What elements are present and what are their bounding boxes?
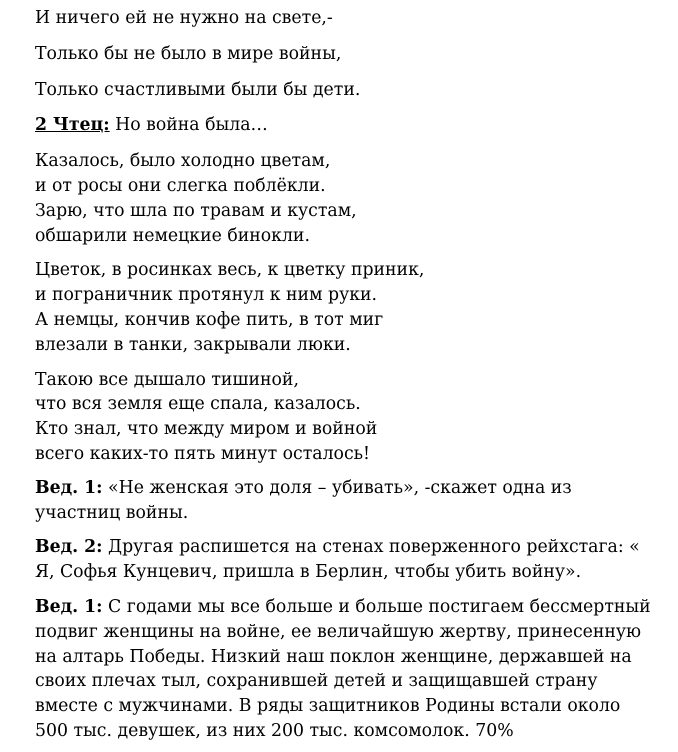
poem-line: Такою все дышало тишиной, bbox=[35, 369, 299, 390]
paragraph-line bbox=[35, 595, 675, 620]
paragraph-text: Другая распишется на стенах поверженного рейхстага: « bbox=[102, 537, 640, 558]
poem-line: влезали в танки, закрывали люки. bbox=[35, 334, 351, 355]
poem-line: Кто знал, что между миром и войной bbox=[35, 419, 378, 440]
host-1-paragraph bbox=[35, 595, 675, 744]
paragraph-line: участниц войны. bbox=[35, 502, 189, 523]
poem-stanza bbox=[35, 368, 675, 467]
poem-line: всего каких-то пять минут осталось! bbox=[35, 443, 370, 464]
paragraph-line: Я, Софья Кунцевич, пришла в Берлин, чтобы убить войну». bbox=[35, 562, 582, 583]
paragraph-text: Но война была… bbox=[109, 115, 268, 136]
host-1-paragraph bbox=[35, 476, 675, 526]
poem-line: что вся земля еще спала, казалось. bbox=[35, 394, 361, 415]
paragraph-text: С годами мы все больше и больше постигаем бессмертный bbox=[102, 596, 651, 617]
paragraph-line bbox=[35, 476, 675, 501]
paragraph-line: вместе с мужчинами. В ряды защитников Родины встали около bbox=[35, 696, 621, 717]
paragraph-text: «Не женская это доля – убивать», -скажет одна из bbox=[102, 477, 572, 498]
host-2-paragraph bbox=[35, 535, 675, 585]
document-page bbox=[35, 0, 675, 744]
poem-line: и пограничник протянул к ним руки. bbox=[35, 285, 378, 306]
speaker-label: Вед. 1: bbox=[35, 477, 103, 498]
intro-line: Только бы не было в мире войны, bbox=[35, 43, 342, 64]
poem-line: Казалось, было холодно цветам, bbox=[35, 151, 331, 172]
speaker-label: Вед. 2: bbox=[35, 537, 103, 558]
poem-line: А немцы, кончив кофе пить, в тот миг bbox=[35, 309, 384, 330]
speaker-label: Вед. 1: bbox=[35, 596, 103, 617]
intro-line: И ничего ей не нужно на свете,- bbox=[35, 8, 333, 28]
speaker-label: 2 Чтец: bbox=[35, 115, 110, 136]
poem-line: Зарю, что шла по травам и кустам, bbox=[35, 200, 357, 221]
paragraph-line: своих плечах тыл, сохранившей детей и защищавшей страну bbox=[35, 671, 598, 692]
poem-stanza bbox=[35, 258, 675, 357]
intro-line: Только счастливыми были бы дети. bbox=[35, 79, 361, 100]
paragraph-line: на алтарь Победы. Низкий наш поклон женщине, державшей на bbox=[35, 646, 632, 667]
paragraph-line bbox=[35, 535, 675, 560]
poem-line: Цветок, в росинках весь, к цветку приник, bbox=[35, 260, 425, 281]
paragraph-line: подвиг женщины на войне, ее величайшую жертву, принесенную bbox=[35, 621, 642, 642]
reader-2-paragraph bbox=[35, 113, 675, 138]
poem-line: и от росы они слегка поблёкли. bbox=[35, 175, 326, 196]
poem-line: обшарили немецкие бинокли. bbox=[35, 225, 310, 246]
poem-stanza bbox=[35, 149, 675, 248]
paragraph-line: 500 тыс. девушек, из них 200 тыс. комсомолок. 70% bbox=[35, 720, 514, 741]
